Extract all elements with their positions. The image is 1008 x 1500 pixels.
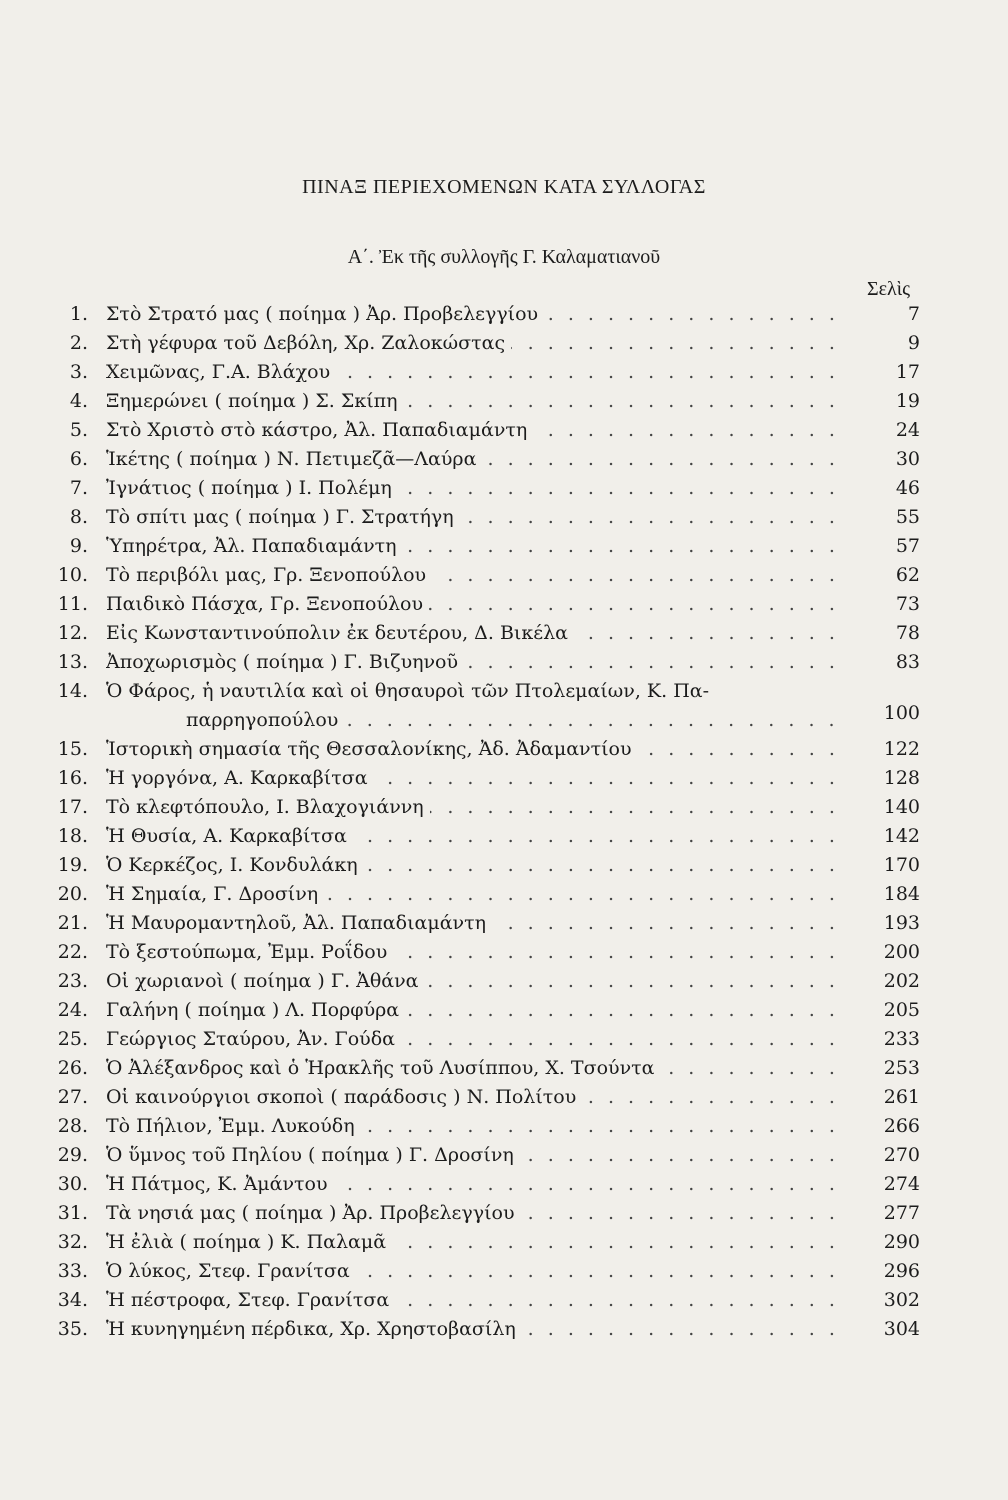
entry-page-number: 205: [883, 999, 920, 1021]
entry-page-number: 233: [883, 1028, 920, 1050]
entry-title-label: Γεώργιος Σταύρου, Ἀν. Γούδα: [106, 1028, 401, 1050]
entry-title: [106, 300, 840, 329]
toc-entry: [40, 1315, 920, 1344]
entry-title: [106, 938, 840, 967]
entry-title: [106, 1315, 840, 1344]
entry-title: [106, 474, 840, 503]
entry-page-number: 9: [907, 332, 920, 354]
entry-title-label: Στὴ γέφυρα τοῦ Δεβόλη, Χρ. Ζαλοκώστας: [106, 332, 511, 354]
entry-number: 28.: [57, 1115, 88, 1137]
entry-title: [106, 358, 840, 387]
entry-number: 14.: [57, 680, 88, 702]
toc-entry: [40, 677, 920, 735]
entry-number: 35.: [57, 1318, 88, 1340]
entry-title: [106, 851, 840, 880]
entry-title: [106, 387, 840, 416]
entry-number: 25.: [57, 1028, 88, 1050]
toc-entry: [40, 1199, 920, 1228]
entry-title-label: Ὁ Φάρος, ἡ ναυτιλία καὶ οἱ θησαυροὶ τῶν Πτολεμαίων, Κ. Πα-: [106, 680, 715, 702]
entry-page-number: 78: [895, 622, 920, 644]
entry-page-number: 19: [895, 390, 920, 412]
entry-title: [106, 648, 840, 677]
entry-number: 15.: [57, 738, 88, 760]
entry-page-number: 17: [895, 361, 920, 383]
entry-title: [106, 1083, 840, 1112]
entry-number: 20.: [57, 883, 88, 905]
toc-entry: [40, 445, 920, 474]
entry-page-number: 142: [883, 825, 920, 847]
entry-page-number: 266: [883, 1115, 920, 1137]
entry-title: [106, 445, 840, 474]
entry-page-number: 270: [883, 1144, 920, 1166]
entry-page-number: 57: [895, 535, 920, 557]
toc-entry: [40, 909, 920, 938]
entry-title: [106, 1228, 840, 1257]
entry-title-label: Στὸ Στρατό μας ( ποίημα ) Ἀρ. Προβελεγγίου: [106, 303, 544, 325]
entry-title-label: Χειμῶνας, Γ.Α. Βλάχου: [106, 361, 336, 383]
entry-page-number: 55: [895, 506, 920, 528]
entry-number: 9.: [69, 535, 88, 557]
toc-entry: [40, 1112, 920, 1141]
toc-entry: [40, 764, 920, 793]
entry-title-label: Ἱκέτης ( ποίημα ) Ν. Πετιμεζᾶ—Λαύρα: [106, 448, 482, 470]
entry-title: [106, 996, 840, 1025]
entry-number: 17.: [57, 796, 88, 818]
entry-title-label: Ὁ λύκος, Στεφ. Γρανίτσα: [106, 1260, 356, 1282]
pages-column-label: Σελὶς: [866, 278, 910, 300]
entry-title: [106, 735, 840, 764]
entry-page-number: 253: [883, 1057, 920, 1079]
entry-title-label: Ἡ Σημαία, Γ. Δροσίνη: [106, 883, 324, 905]
entry-page-number: 83: [895, 651, 920, 673]
entry-page-number: 7: [907, 303, 920, 325]
toc-entry: [40, 619, 920, 648]
toc-entry: [40, 387, 920, 416]
entry-title-label: Ὑπηρέτρα, Ἀλ. Παπαδιαμάντη: [106, 535, 403, 557]
entry-number: 1.: [69, 303, 88, 325]
entry-number: 29.: [57, 1144, 88, 1166]
entry-page-number: 296: [883, 1260, 920, 1282]
page-title: ΠΙΝΑΞ ΠΕΡΙΕΧΟΜΕΝΩΝ ΚΑΤΑ ΣΥΛΛΟΓΑΣ: [302, 176, 706, 198]
entry-title-label: Τὸ σπίτι μας ( ποίημα ) Γ. Στρατήγη: [106, 506, 460, 528]
entry-number: 18.: [57, 825, 88, 847]
entry-title-label: Ἡ πέστροφα, Στεφ. Γρανίτσα: [106, 1289, 395, 1311]
entry-title-label: Οἱ καινούργιοι σκοποὶ ( παράδοσις ) Ν. Πολίτου: [106, 1086, 582, 1108]
entry-title: [106, 1170, 840, 1199]
entry-title: [106, 880, 840, 909]
entry-title-label: Ὁ Κερκέζος, Ι. Κονδυλάκη: [106, 854, 364, 876]
entry-title: [106, 909, 840, 938]
toc-entry: [40, 329, 920, 358]
entry-number: 7.: [69, 477, 88, 499]
entry-title-label: Ἱστορικὴ σημασία τῆς Θεσσαλονίκης, Ἀδ. Ἀδαμαντίου: [106, 738, 638, 760]
entry-title-label: Ὁ Ἀλέξανδρος καὶ ὁ Ἡρακλῆς τοῦ Λυσίππου, Χ. Τσούντα: [106, 1057, 660, 1079]
toc-entry: [40, 503, 920, 532]
entry-page-number: 184: [883, 883, 920, 905]
entry-title-label: Τὰ νησιά μας ( ποίημα ) Ἀρ. Προβελεγγίου: [106, 1202, 521, 1224]
entry-title: [106, 329, 840, 358]
entry-title: [106, 764, 840, 793]
entry-title: [106, 1286, 840, 1315]
toc-entry: [40, 1228, 920, 1257]
entry-number: 24.: [57, 999, 88, 1021]
entry-title: [106, 793, 840, 822]
entry-title: [106, 1025, 840, 1054]
entry-number: 32.: [57, 1231, 88, 1253]
entry-page-number: 122: [883, 738, 920, 760]
entry-number: 19.: [57, 854, 88, 876]
entry-number: 4.: [69, 390, 88, 412]
toc-entry: [40, 416, 920, 445]
entry-number: 11.: [57, 593, 88, 615]
entry-number: 26.: [57, 1057, 88, 1079]
entry-title: [106, 619, 840, 648]
toc-entry: [40, 793, 920, 822]
entry-page-number: 100: [883, 702, 920, 724]
entry-title-label: Ἡ ἐλιὰ ( ποίημα ) Κ. Παλαμᾶ: [106, 1231, 392, 1253]
entry-title: [106, 822, 840, 851]
entry-page-number: 200: [883, 941, 920, 963]
toc-entry: [40, 880, 920, 909]
entry-title-label: Ἀποχωρισμὸς ( ποίημα ) Γ. Βιζυηνοῦ: [106, 651, 464, 673]
entry-number: 21.: [57, 912, 88, 934]
entry-title-label: Παιδικὸ Πάσχα, Γρ. Ξενοπούλου: [106, 593, 429, 615]
entry-number: 27.: [57, 1086, 88, 1108]
toc-entry: [40, 1054, 920, 1083]
entry-number: 6.: [69, 448, 88, 470]
toc-entry: [40, 1141, 920, 1170]
entry-page-number: 193: [883, 912, 920, 934]
entry-number: 10.: [57, 564, 88, 586]
entry-title-label: Στὸ Χριστὸ στὸ κάστρο, Ἀλ. Παπαδιαμάντη: [106, 419, 533, 441]
entry-page-number: 202: [883, 970, 920, 992]
entry-title-label: Γαλήνη ( ποίημα ) Λ. Πορφύρα: [106, 999, 405, 1021]
toc-entry: [40, 1083, 920, 1112]
entry-page-number: 274: [883, 1173, 920, 1195]
entry-page-number: 277: [883, 1202, 920, 1224]
entry-number: 2.: [69, 332, 88, 354]
toc-entry: [40, 967, 920, 996]
toc-entry: [40, 851, 920, 880]
toc-entry: [40, 1025, 920, 1054]
entry-title: [106, 967, 840, 996]
entry-title-label: Ὁ ὕμνος τοῦ Πηλίου ( ποίημα ) Γ. Δροσίνη: [106, 1144, 520, 1166]
entry-page-number: 304: [883, 1318, 920, 1340]
entry-number: 33.: [57, 1260, 88, 1282]
entry-page-number: 261: [883, 1086, 920, 1108]
toc-entry: [40, 938, 920, 967]
entry-number: 31.: [57, 1202, 88, 1224]
entry-title-label: Τὸ περιβόλι μας, Γρ. Ξενοπούλου: [106, 564, 432, 586]
entry-page-number: 24: [895, 419, 920, 441]
entry-title-label: Τὸ ξεστούπωμα, Ἐμμ. Ροΐδου: [106, 941, 393, 963]
entry-title: [106, 677, 840, 706]
entry-title-continuation: [186, 706, 840, 735]
entry-title-label: Ἡ γοργόνα, Α. Καρκαβίτσα: [106, 767, 374, 789]
entry-title-label: Ξημερώνει ( ποίημα ) Σ. Σκίπη: [106, 390, 404, 412]
entry-title: [106, 1112, 840, 1141]
toc-entry: [40, 1257, 920, 1286]
entry-title: [106, 416, 840, 445]
entry-number: 12.: [57, 622, 88, 644]
entry-number: 3.: [69, 361, 88, 383]
entry-number: 23.: [57, 970, 88, 992]
entry-title-label: Τὸ Πήλιον, Ἐμμ. Λυκούδη: [106, 1115, 361, 1137]
toc-entry: [40, 561, 920, 590]
entry-page-number: 128: [883, 767, 920, 789]
entry-page-number: 73: [895, 593, 920, 615]
entry-title: [106, 590, 840, 619]
entry-number: 5.: [69, 419, 88, 441]
toc-entry: [40, 1286, 920, 1315]
entry-number: 30.: [57, 1173, 88, 1195]
entry-number: 8.: [69, 506, 88, 528]
entry-page-number: 30: [895, 448, 920, 470]
entry-number: 16.: [57, 767, 88, 789]
toc-entry: [40, 822, 920, 851]
entry-title-label: Ἰγνάτιος ( ποίημα ) Ι. Πολέμη: [106, 477, 398, 499]
toc-entry: [40, 1170, 920, 1199]
collection-subtitle: Α΄. Ἐκ τῆς συλλογῆς Γ. Καλαματιανοῦ: [347, 246, 661, 268]
entry-title: [106, 1054, 840, 1083]
entry-title: [106, 561, 840, 590]
table-of-contents: [40, 300, 920, 1344]
entry-number: 13.: [57, 651, 88, 673]
entry-title-label: Τὸ κλεφτόπουλο, Ι. Βλαχογιάννη: [106, 796, 430, 818]
entry-title-label: Ἡ Πάτμος, Κ. Ἀμάντου: [106, 1173, 334, 1195]
entry-number: 22.: [57, 941, 88, 963]
entry-page-number: 62: [895, 564, 920, 586]
entry-title-label: Εἰς Κωνσταντινούπολιν ἐκ δευτέρου, Δ. Βικέλα: [106, 622, 574, 644]
toc-entry: [40, 474, 920, 503]
toc-entry: [40, 590, 920, 619]
entry-title: [106, 532, 840, 561]
entry-page-number: 170: [883, 854, 920, 876]
entry-title: [106, 1199, 840, 1228]
entry-page-number: 302: [883, 1289, 920, 1311]
entry-page-number: 290: [883, 1231, 920, 1253]
entry-title: [106, 1141, 840, 1170]
entry-title: [106, 1257, 840, 1286]
entry-title: [106, 503, 840, 532]
entry-title-label: Ἡ Μαυρομαντηλοῦ, Ἀλ. Παπαδιαμάντη: [106, 912, 492, 934]
toc-entry: [40, 358, 920, 387]
entry-title-label: Ἡ Θυσία, Α. Καρκαβίτσα: [106, 825, 353, 847]
toc-entry: [40, 735, 920, 764]
entry-title-continuation-label: παρρηγοπούλου: [186, 709, 344, 731]
entry-page-number: 140: [883, 796, 920, 818]
toc-entry: [40, 996, 920, 1025]
toc-entry: [40, 300, 920, 329]
entry-title-label: Οἱ χωριανοὶ ( ποίημα ) Γ. Ἀθάνα: [106, 970, 425, 992]
entry-number: 34.: [57, 1289, 88, 1311]
toc-entry: [40, 648, 920, 677]
entry-page-number: 46: [895, 477, 920, 499]
entry-title-label: Ἡ κυνηγημένη πέρδικα, Χρ. Χρηστοβασίλη: [106, 1318, 522, 1340]
toc-entry: [40, 532, 920, 561]
